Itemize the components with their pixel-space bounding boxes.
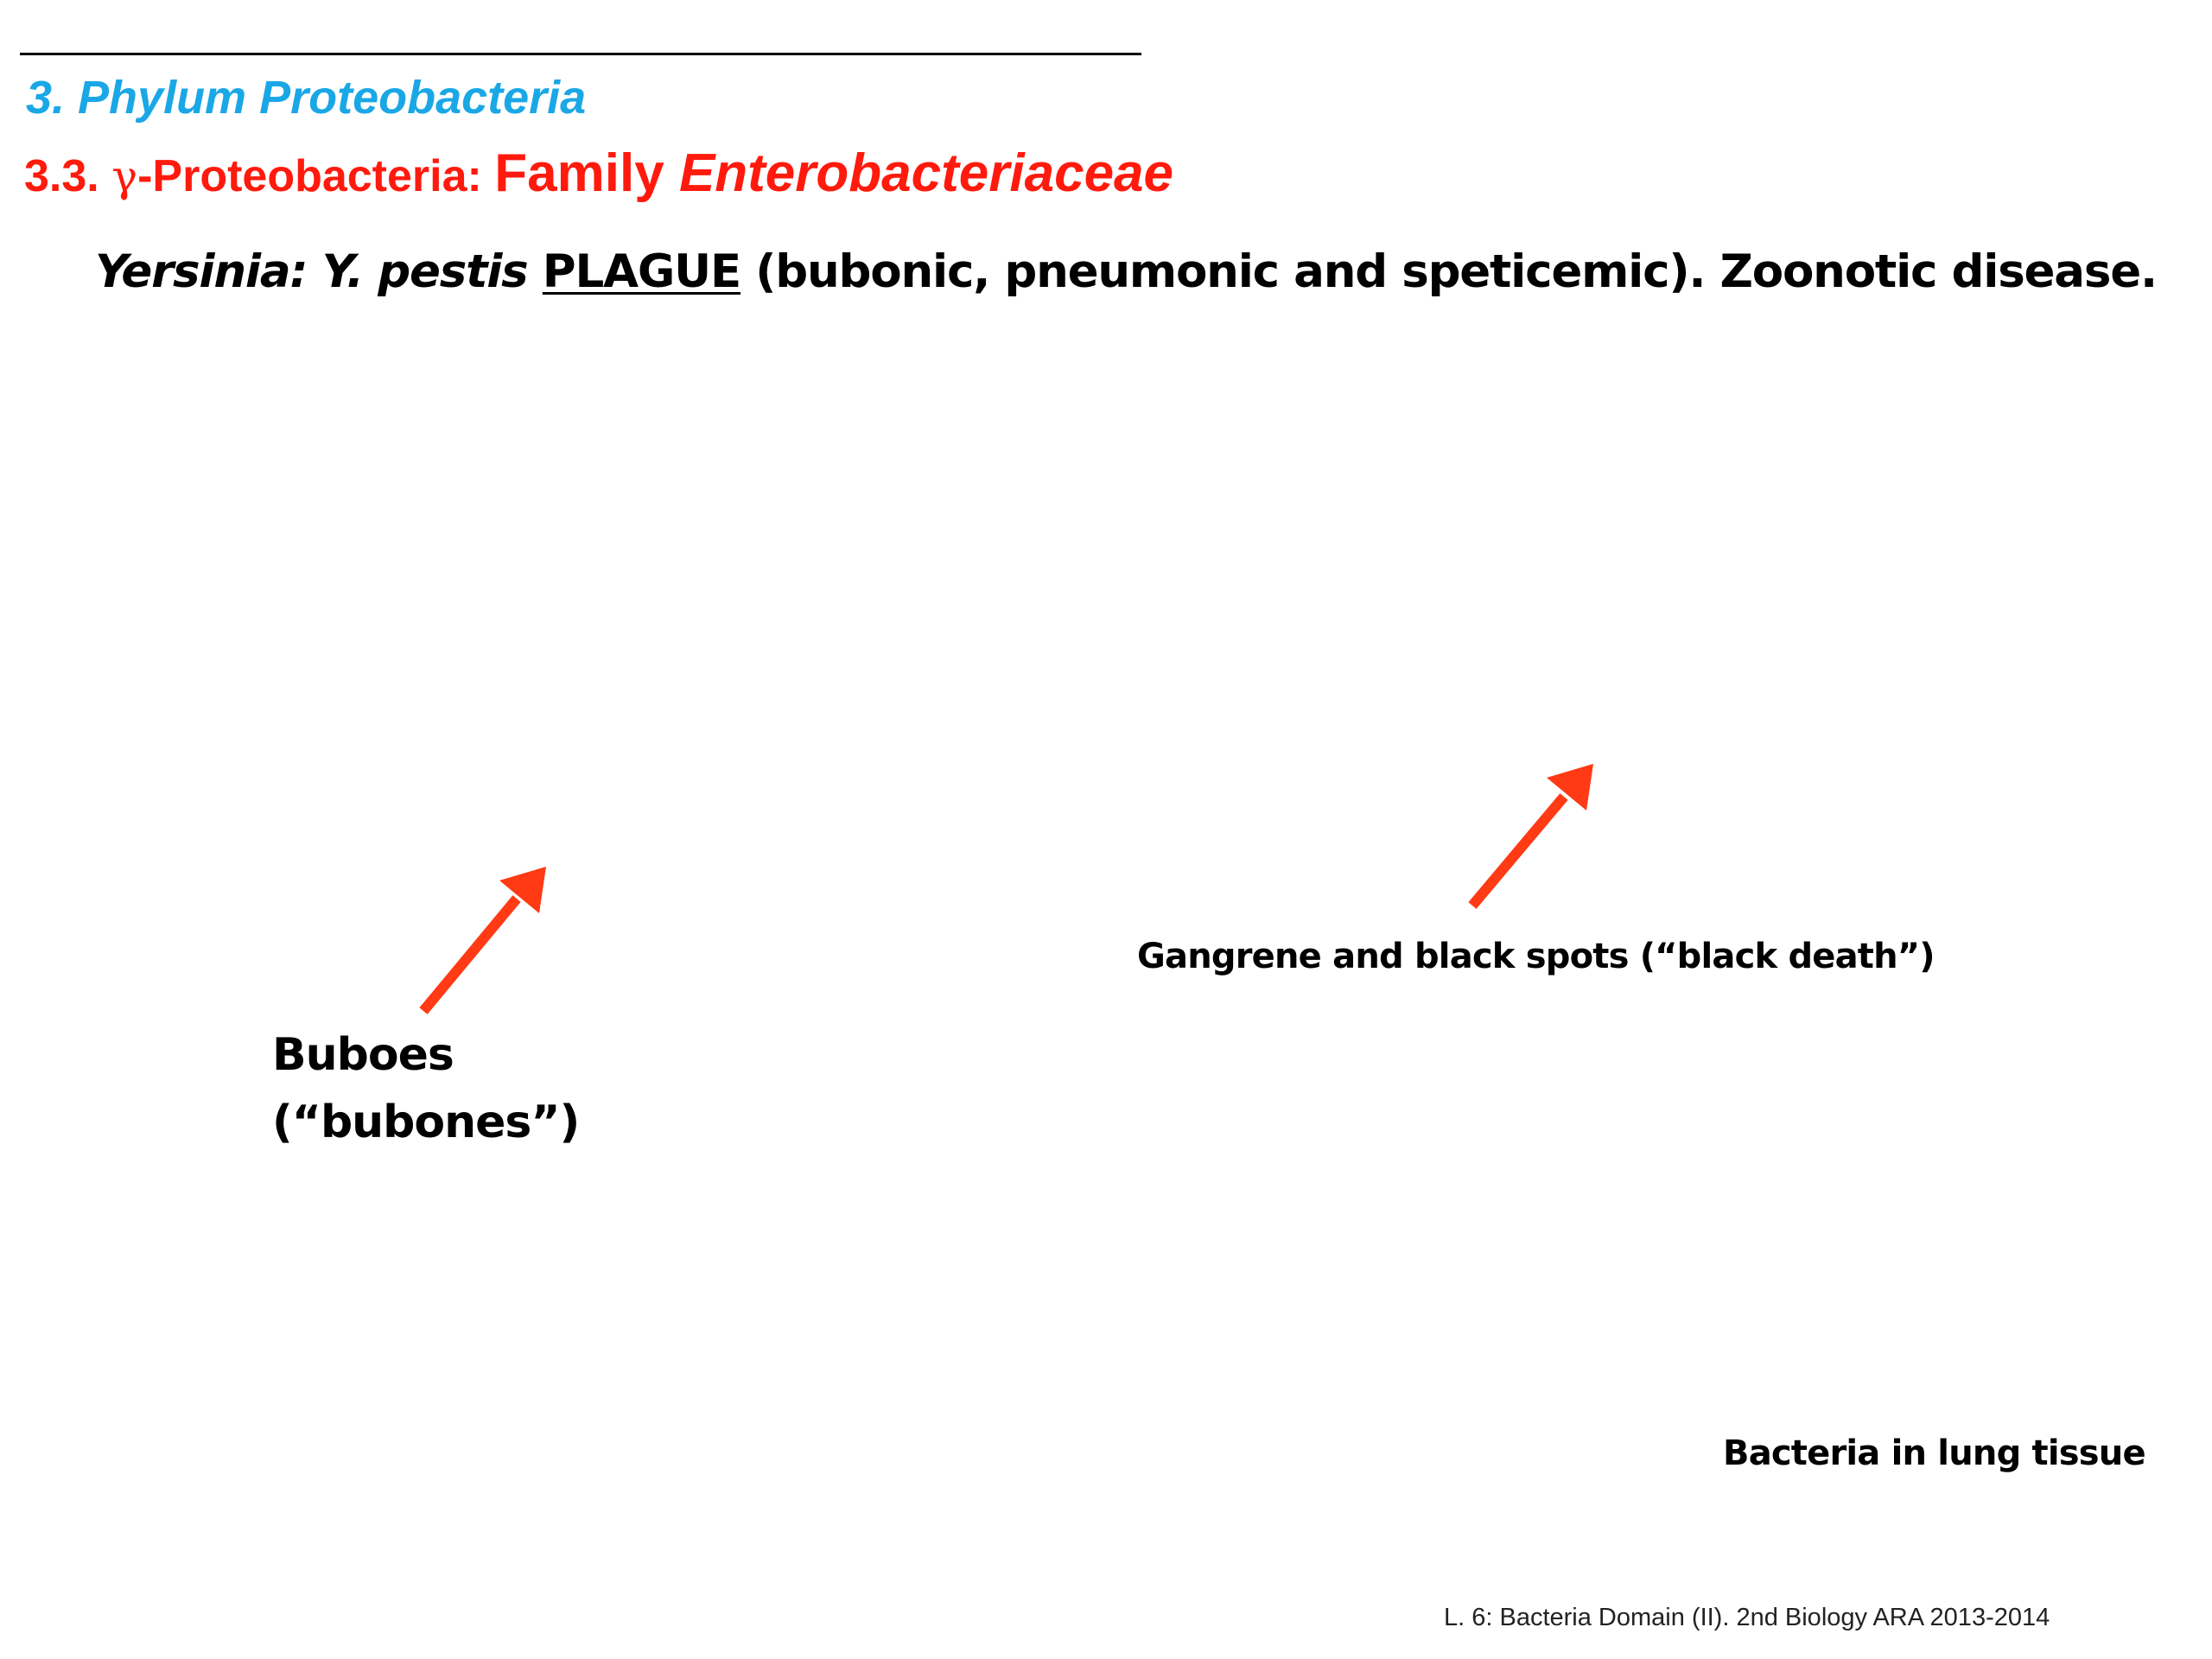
subsection-class-name: -Proteobacteria: bbox=[137, 151, 495, 201]
subsection-prefix: 3.3. bbox=[24, 151, 112, 201]
gamma-symbol: γ bbox=[111, 151, 138, 201]
slide-footer: L. 6: Bacteria Domain (II). 2nd Biology ARA 2013-2014 bbox=[1444, 1604, 2050, 1631]
disease-name: PLAGUE bbox=[542, 245, 741, 298]
lung-tissue-label: Bacteria in lung tissue bbox=[1723, 1433, 2145, 1473]
buboes-label bbox=[272, 1021, 579, 1156]
buboes-label-line2: (“bubones”) bbox=[272, 1096, 580, 1148]
buboes-arrow-icon bbox=[415, 860, 553, 1020]
black-death-label: Gangrene and black spots (“black death”) bbox=[1137, 937, 1935, 976]
genus-name: Yersinia: Y. pestis bbox=[95, 245, 528, 298]
family-name: Enterobacteriaceae bbox=[678, 143, 1174, 203]
family-label: Family bbox=[494, 143, 679, 203]
buboes-label-line1: Buboes bbox=[272, 1029, 454, 1081]
section-title: 3. Phylum Proteobacteria bbox=[26, 72, 587, 124]
black-death-arrow-icon bbox=[1460, 759, 1599, 914]
disease-description: (bubonic, pneumonic and speticemic). Zoonotic disease. bbox=[740, 245, 2157, 298]
body-text bbox=[95, 245, 2157, 298]
top-rule bbox=[20, 53, 1141, 55]
subsection-title bbox=[24, 143, 1174, 203]
